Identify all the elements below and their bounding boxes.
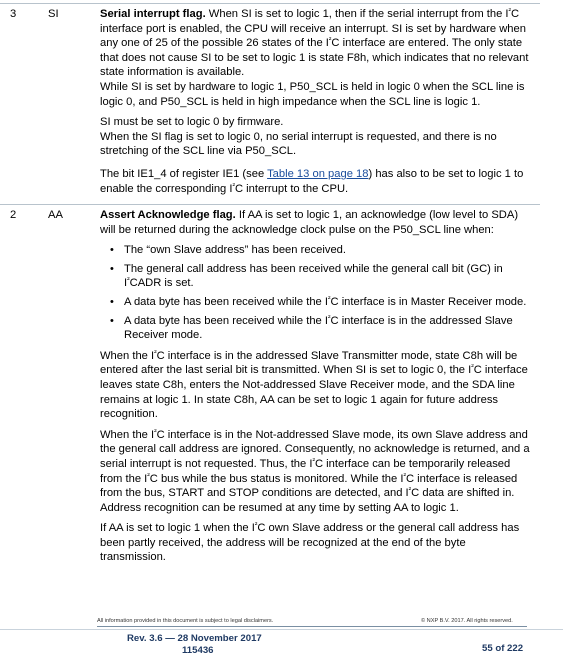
description-title: Assert Acknowledge flag.	[100, 209, 236, 221]
description-paragraph	[100, 167, 530, 196]
description-paragraph: When the $I^{^2}C$ interface is in the Not-addressed Slave mode, its own Slave address and the general call address are ignored. Consequently, no acknowledge is returned, and a serial interrupt is not requested. Thus, the $I^{^2}C$ interface can be temporarily released from the $I^{^2}C$ bus while the bus status is monitored. While the $I^{^2}C$ interface is released from the bus, START and STOP conditions are detected, and $I^{^2}C$ data are shifted in. Address recognition can be resumed at any time by setting AA to logic 1.	[100, 426, 530, 514]
legal-disclaimer: All information provided in this document is subject to legal disclaimers.	[97, 618, 274, 624]
description-paragraph: When the SI flag is set to logic 0, no serial interrupt is requested, and there is no stretching of the SCL line via P50_SCL.	[100, 130, 497, 158]
description-text: If AA is set to logic 1, an acknowledge (low level to SDA) will be returned during the acknowledge clock pulse on the P50_SCL line when:	[100, 209, 519, 236]
description-paragraph: SI must be set to logic 0 by firmware.	[100, 116, 284, 129]
list-item: • The general call address has been received while the general call bit (GC) in $I^{^2}CADR$ is set.	[110, 262, 503, 290]
description-text: ) has also to be set to logic 1 to enable the corresponding $I^{^2}C$ interrupt to the CPU.	[100, 167, 524, 195]
row-divider	[0, 3, 540, 4]
bit-description-si	[100, 7, 530, 202]
description-paragraph	[100, 7, 530, 80]
list-item: • A data byte has been received while the $I^{^2}C$ interface is in the addressed Slave Receiver mode.	[110, 312, 513, 342]
bullet-icon: •	[110, 244, 114, 257]
bit-number: 2	[10, 209, 17, 221]
description-paragraph: While SI is set by hardware to logic 1, P50_SCL is held in logic 0 when the SCL line is logic 0, and P50_SCL is held in high impedance when the SCL line is logic 1.	[100, 80, 525, 108]
list-item: • A data byte has been received while the $I^{^2}C$ interface is in Master Receiver mode.	[110, 293, 527, 308]
bit-symbol: SI	[48, 8, 59, 20]
table-13-link[interactable]: Table 13 on page 18	[267, 167, 369, 180]
bullet-icon: •	[110, 262, 114, 275]
bullet-icon: •	[110, 314, 114, 327]
description-text: The bit IE1_4 of register IE1 (see	[100, 167, 268, 180]
list-item: • The “own Slave address” has been received.	[110, 244, 347, 257]
description-paragraph	[100, 208, 530, 237]
bit-symbol: AA	[48, 209, 63, 221]
row-divider	[0, 204, 540, 205]
description-title: Serial interrupt flag.	[100, 8, 206, 20]
document-number: 115436	[182, 645, 214, 656]
copyright-notice: © NXP B.V. 2017. All rights reserved.	[421, 618, 513, 624]
page-number: 55 of 222	[482, 643, 524, 654]
description-paragraph: If AA is set to logic 1 when the $I^{^2}C$ own Slave address or the general call address has been partly received, the address will be recognized at the end of the byte transmission.	[100, 520, 520, 564]
footer-divider	[0, 629, 563, 630]
condition-list	[100, 243, 530, 343]
bit-description-aa	[100, 208, 530, 571]
revision-label: Rev. 3.6 — 28 November 2017	[127, 633, 262, 644]
bullet-icon: •	[110, 295, 114, 308]
description-text: When SI is set to logic 1, then if the serial interrupt from the $I^{^2}C$ interface port is enabled, the CPU will receive an interrupt. SI is set by hardware when any one of 25 of the possible 26 states of the $I^{^2}C$ interface are entered. The only state that does not cause SI to be set to logic 1 is state F8h, which indicates that no relevant state information is available.	[100, 6, 529, 79]
description-paragraph: When the $I^{^2}C$ interface is in the addressed Slave Transmitter mode, state C8h will be entered after the last serial bit is transmitted. When SI is set to logic 0, the $I^{^2}C$ interface leaves state C8h, enters the Not-addressed Slave Receiver mode, and the SDA line remains at logic 1. In state C8h, AA can be set to logic 1 again for future address recognition.	[100, 347, 528, 421]
footer-divider	[97, 626, 527, 627]
bit-number: 3	[10, 8, 17, 20]
